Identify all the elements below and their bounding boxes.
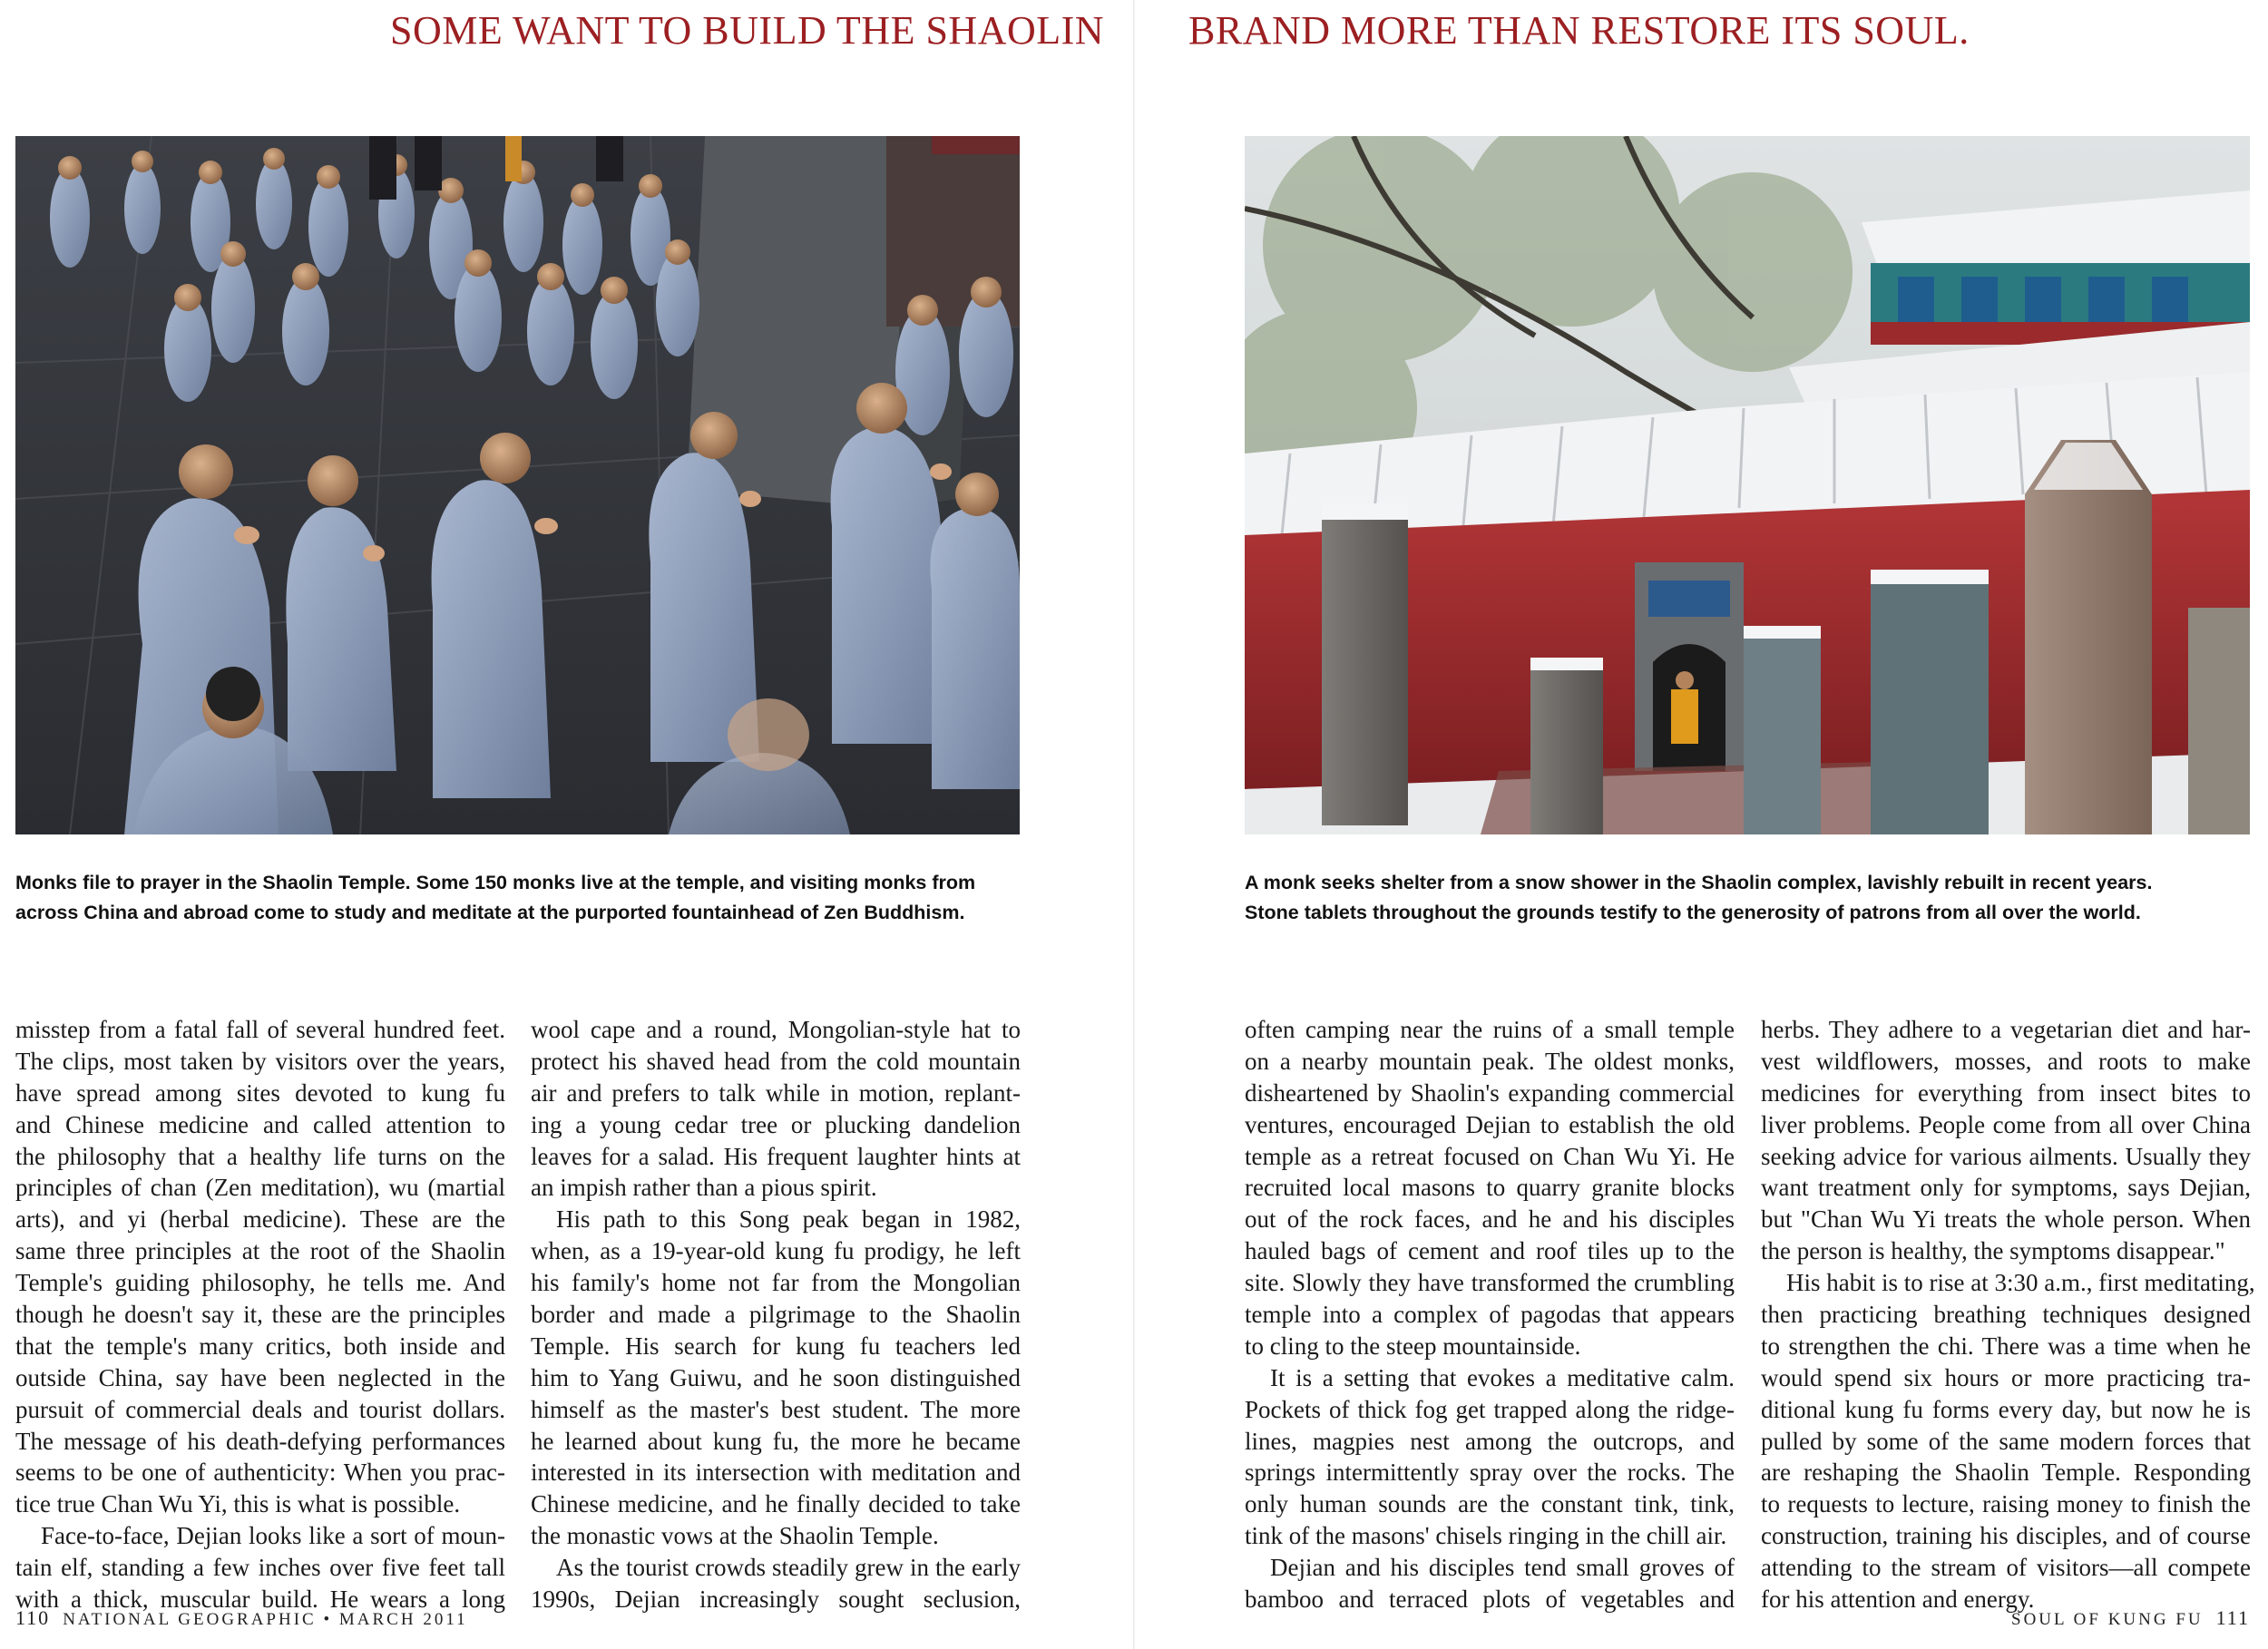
body-line: misstep from a fatal fall of several hundred feet. (15, 1016, 505, 1043)
body-column-4 (1761, 1014, 2255, 1615)
body-line: his family's home not far from the Mongolian (531, 1269, 1021, 1297)
body-line: ventures, encouraged Dejian to establish the old (1245, 1110, 1735, 1138)
body-line: As the tourist crowds steadily grew in the early (556, 1554, 1021, 1582)
body-line: The clips, most taken by visitors over the years, (15, 1047, 505, 1075)
body-line: temple as a retreat focused on Chan Wu Yi. He (1245, 1142, 1735, 1170)
body-line: construction, training his disciples, and of course (1761, 1522, 2251, 1550)
body-line: springs intermittently spray over the rocks. The (1245, 1459, 1735, 1487)
section-title: SOUL OF KUNG FU (2011, 1610, 2204, 1629)
body-line: for his attention and energy. (1761, 1586, 2035, 1614)
caption-right-line: Stone tablets throughout the grounds testify to the generosity of patrons from all over the world. (1245, 902, 2141, 923)
body-line: border and made a pilgrimage to the Shaolin (531, 1301, 1021, 1329)
body-line: attending to the stream of visitors—all compete (1761, 1554, 2251, 1582)
body-line: the philosophy that a healthy life turns on the (15, 1142, 505, 1170)
body-line: though he doesn't say it, these are the principles (15, 1301, 505, 1329)
photo-monks-procession (15, 136, 1020, 834)
caption-right-line: A monk seeks shelter from a snow shower in the Shaolin complex, lavishly rebuilt in recent years. (1245, 872, 2153, 893)
body-line: would spend six hours or more practicing tra- (1761, 1363, 2251, 1391)
photo-snowy-temple (1245, 136, 2250, 834)
body-line: air and prefers to talk while in motion, replant- (531, 1078, 1021, 1107)
body-line: tice true Chan Wu Yi, this is what is possible. (15, 1490, 461, 1518)
body-line: tain elf, standing a few inches over five feet tall (15, 1554, 505, 1582)
body-line: recruited local masons to quarry granite blocks (1245, 1174, 1735, 1202)
body-line: the person is healthy, the symptoms disappear." (1761, 1237, 2225, 1265)
body-line: Face-to-face, Dejian looks like a sort of moun- (41, 1522, 505, 1550)
body-line: herbs. They adhere to a vegetarian diet and har- (1761, 1016, 2251, 1043)
issue-date: MARCH 2011 (338, 1610, 468, 1629)
body-line: the monastic vows at the Shaolin Temple. (531, 1522, 939, 1550)
body-column-2 (531, 1014, 1021, 1615)
body-line: wool cape and a round, Mongolian-style hat to (531, 1016, 1021, 1043)
body-line: that the temple's many critics, both inside and (15, 1332, 505, 1360)
body-line: on a nearby mountain peak. The oldest monks, (1245, 1047, 1735, 1075)
body-line: His habit is to rise at 3:30 a.m., first meditating, (1786, 1269, 2255, 1297)
body-line: site. Slowly they have transformed the crumbling (1245, 1269, 1735, 1297)
body-line: liver problems. People come from all over China (1761, 1110, 2251, 1138)
body-line: lines, magpies nest among the outcrops, and (1245, 1427, 1735, 1455)
body-line: and Chinese medicine and called attention to (15, 1110, 505, 1138)
body-line: Dejian and his disciples tend small groves of (1270, 1554, 1735, 1582)
body-column-3 (1245, 1014, 1735, 1615)
body-line: Chinese medicine, and he finally decided to take (531, 1490, 1021, 1518)
caption-right (1245, 868, 2252, 928)
body-line: out of the rock faces, and he and his disciples (1245, 1205, 1735, 1234)
body-line: It is a setting that evokes a meditative calm. (1270, 1363, 1735, 1391)
body-line: leaves for a salad. His frequent laughter hints at (531, 1142, 1021, 1170)
body-line: temple into a complex of pagodas that appears (1245, 1301, 1735, 1329)
caption-left-line: Monks file to prayer in the Shaolin Temple. Some 150 monks live at the temple, and visiting monks from (15, 872, 976, 893)
body-line: only human sounds are the constant tink, tink, (1245, 1490, 1735, 1518)
body-line: then practicing breathing techniques designed (1761, 1301, 2251, 1329)
folio-right (2011, 1606, 2250, 1630)
body-line: with a thick, muscular build. He wears a long (15, 1586, 505, 1614)
body-line: tink of the masons' chisels ringing in the chill air. (1245, 1522, 1727, 1550)
body-line: him to Yang Guiwu, and he soon distinguished (531, 1363, 1021, 1391)
body-line: ing a young cedar tree or plucking dandelion (531, 1110, 1021, 1138)
body-line: ditional kung fu forms every day, but now he is (1761, 1395, 2251, 1423)
body-line: Pockets of thick fog get trapped along the ridge- (1245, 1395, 1735, 1423)
body-line: often camping near the ruins of a small temple (1245, 1016, 1735, 1043)
body-line: interested in its intersection with meditation and (531, 1459, 1021, 1487)
body-line: are reshaping the Shaolin Temple. Responding (1761, 1459, 2251, 1487)
body-line: want treatment only for symptoms, says Dejian, (1761, 1174, 2251, 1202)
photo-monks-illustration (15, 136, 1020, 834)
body-line: to requests to lecture, raising money to finish the (1761, 1490, 2251, 1518)
body-line: hauled bags of cement and roof tiles up to the (1245, 1237, 1735, 1265)
photo-temple-illustration (1245, 136, 2250, 834)
body-line: seems to be one of authenticity: When you prac- (15, 1459, 505, 1487)
body-line: himself as the master's best student. The more (531, 1395, 1021, 1423)
body-line: have spread among sites devoted to kung fu (15, 1078, 505, 1107)
page-number: 111 (2215, 1606, 2250, 1629)
body-line: His path to this Song peak began in 1982, (556, 1205, 1021, 1234)
body-line: disheartened by Shaolin's expanding commercial (1245, 1078, 1735, 1107)
body-line: The message of his death-defying performances (15, 1427, 505, 1455)
caption-left-line: across China and abroad come to study and meditate at the purported fountainhead of Zen Buddhism. (15, 902, 965, 923)
body-line: vest wildflowers, mosses, and roots to make (1761, 1047, 2251, 1075)
page-number: 110 (15, 1606, 51, 1629)
body-line: pursuit of commercial deals and tourist dollars. (15, 1395, 505, 1423)
body-line: when, as a 19-year-old kung fu prodigy, he left (531, 1237, 1021, 1265)
body-line: same three principles at the root of the Shaolin (15, 1237, 505, 1265)
body-line: pulled by some of the same modern forces that (1761, 1427, 2251, 1455)
body-line: protect his shaved head from the cold mountain (531, 1047, 1021, 1075)
body-line: Temple's guiding philosophy, he tells me. And (15, 1269, 505, 1297)
publication-name: NATIONAL GEOGRAPHIC (63, 1610, 317, 1629)
body-line: to strengthen the chi. There was a time when he (1761, 1332, 2251, 1360)
body-column-1 (15, 1014, 505, 1615)
body-line: arts), and yi (herbal medicine). These are the (15, 1205, 505, 1234)
body-line: to cling to the steep mountainside. (1245, 1332, 1581, 1360)
body-line: principles of chan (Zen meditation), wu (martial (15, 1174, 505, 1202)
body-line: but "Chan Wu Yi treats the whole person. When (1761, 1205, 2251, 1234)
folio-separator: • (323, 1610, 333, 1629)
caption-left (15, 868, 1022, 928)
right-page (1134, 0, 2268, 1649)
body-line: an impish rather than a pious spirit. (531, 1174, 877, 1202)
headline-right: BRAND MORE THAN RESTORE ITS SOUL. (1188, 8, 1970, 53)
folio-left (15, 1606, 468, 1630)
body-line: seeking advice for various ailments. Usually they (1761, 1142, 2251, 1170)
body-line: he learned about kung fu, the more he became (531, 1427, 1021, 1455)
body-line: 1990s, Dejian increasingly sought seclusion, (531, 1586, 1021, 1614)
body-line: Temple. His search for kung fu teachers led (531, 1332, 1021, 1360)
body-line: outside China, say have been neglected in the (15, 1363, 505, 1391)
headline-left: SOME WANT TO BUILD THE SHAOLIN (390, 8, 1105, 53)
body-line: medicines for everything from insect bites to (1761, 1078, 2251, 1107)
body-line: bamboo and terraced plots of vegetables and (1245, 1586, 1735, 1614)
